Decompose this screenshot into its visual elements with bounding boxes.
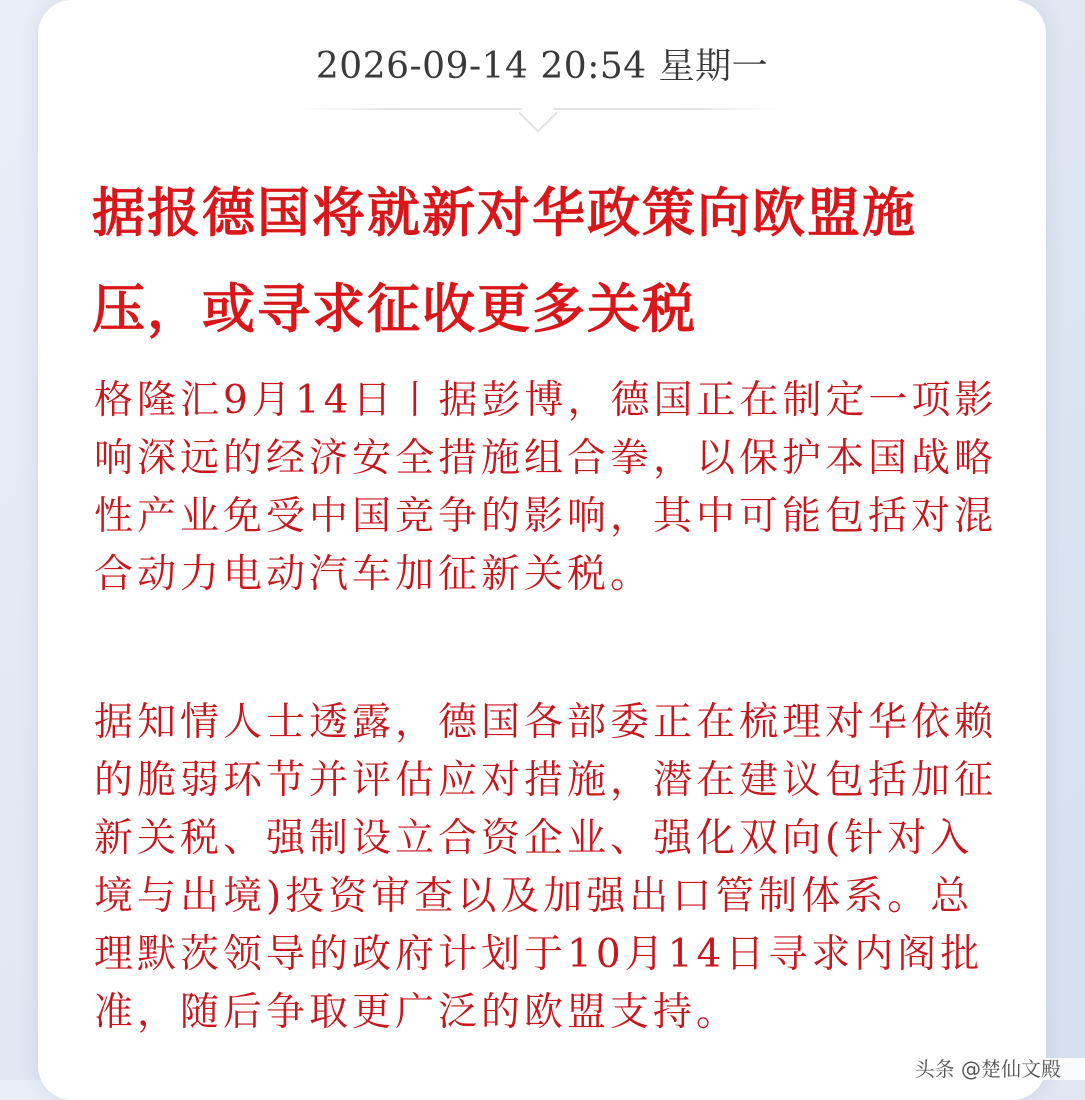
dateline-pointer: [518, 93, 558, 133]
article-paragraph: 格隆汇9月14日丨据彭博，德国正在制定一项影响深远的经济安全措施组合拳，以保护本国战略性产业免受中国竞争的影响，其中可能包括对混合动力电动汽车加征新关税。: [94, 378, 998, 597]
dateline: 2026-09-14 20:54 星期一: [315, 46, 769, 87]
source-watermark: 头条 @楚仙文殿: [901, 1058, 1085, 1080]
article-headline: 据报德国将就新对华政策向欧盟施压，或寻求征收更多关税: [92, 183, 917, 340]
article-card: [38, 0, 1046, 1100]
dateline-bar: [38, 38, 1046, 89]
article-paragraph: 据知情人士透露，德国各部委正在梳理对华依赖的脆弱环节并评估应对措施，潜在建议包括加征新关税、强制设立合资企业、强化双向(针对入境与出境)投资审查以及加强出口管制体系。总理默茨领导的政府计划于10月14日寻求内阁批准，随后争取更广泛的欧盟支持。: [94, 700, 998, 1035]
